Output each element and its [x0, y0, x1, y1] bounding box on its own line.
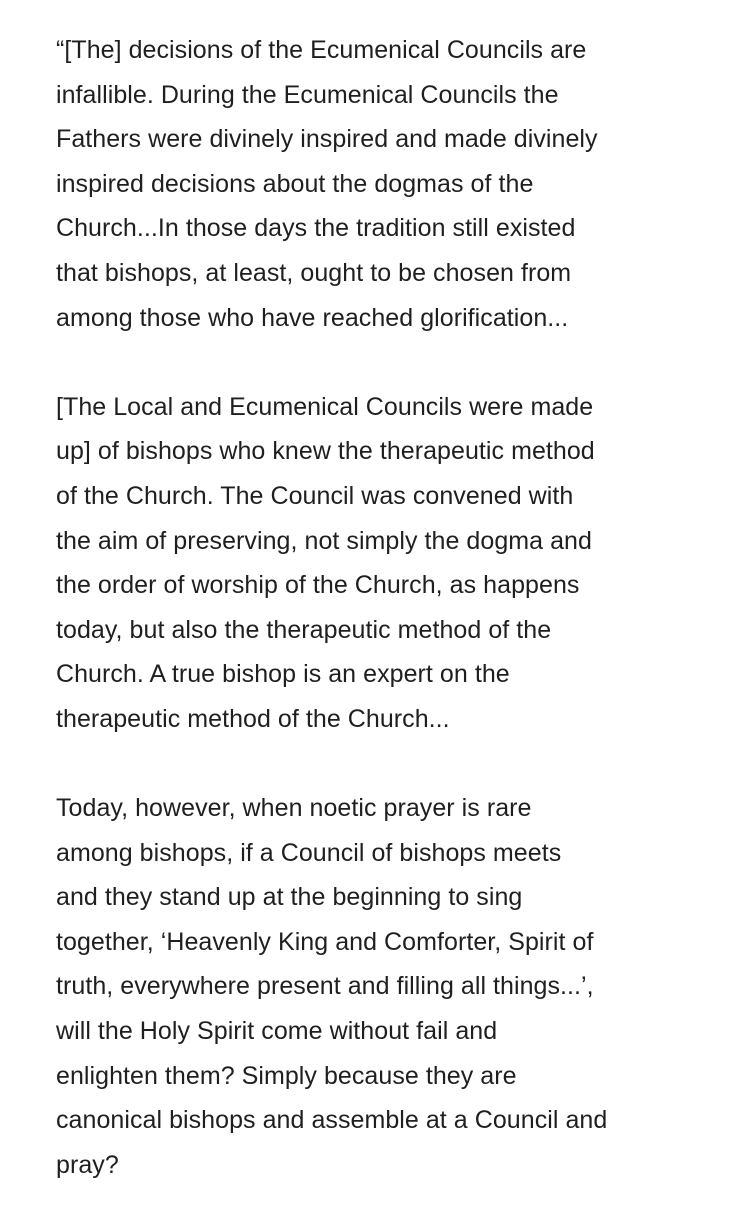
text-line: today, but also the therapeutic method of the — [56, 615, 552, 644]
text-line: canonical bishops and assemble at a Council and — [56, 1106, 608, 1135]
text-line: will the Holy Spirit come without fail and — [56, 1017, 498, 1046]
text-line: that bishops, at least, ought to be chosen from — [56, 258, 572, 287]
text-line: and they stand up at the beginning to sing — [56, 883, 523, 912]
text-line: Church. A true bishop is an expert on the — [56, 660, 510, 689]
text-line: Church...In those days the tradition still existed — [56, 214, 576, 243]
text-line: among bishops, if a Council of bishops meets — [56, 838, 562, 867]
text-line: [The Local and Ecumenical Councils were made — [56, 392, 594, 421]
text-line: inspired decisions about the dogmas of the — [56, 169, 534, 198]
text-line: of the Church. The Council was convened with — [56, 481, 574, 510]
text-line: together, ‘Heavenly King and Comforter, Spirit of — [56, 927, 594, 956]
text-line: truth, everywhere present and filling all things...’, — [56, 972, 594, 1001]
text-line: therapeutic method of the Church... — [56, 704, 450, 733]
quote-paragraph-1 — [56, 28, 716, 340]
article-body — [56, 28, 716, 1232]
text-line: Today, however, when noetic prayer is rare — [56, 794, 532, 823]
text-line: the order of worship of the Church, as happens — [56, 571, 580, 600]
text-line: enlighten them? Simply because they are — [56, 1061, 517, 1090]
text-line: “[The] decisions of the Ecumenical Councils are — [56, 36, 587, 64]
text-line: pray? — [56, 1150, 119, 1179]
text-line: Fathers were divinely inspired and made divinely — [56, 125, 598, 154]
text-line: infallible. During the Ecumenical Councils the — [56, 80, 559, 109]
quote-paragraph-2 — [56, 385, 716, 742]
text-line: up] of bishops who knew the therapeutic method — [56, 437, 595, 466]
quote-paragraph-3 — [56, 786, 716, 1187]
text-line: the aim of preserving, not simply the dogma and — [56, 526, 592, 555]
text-line: among those who have reached glorification... — [56, 303, 569, 332]
